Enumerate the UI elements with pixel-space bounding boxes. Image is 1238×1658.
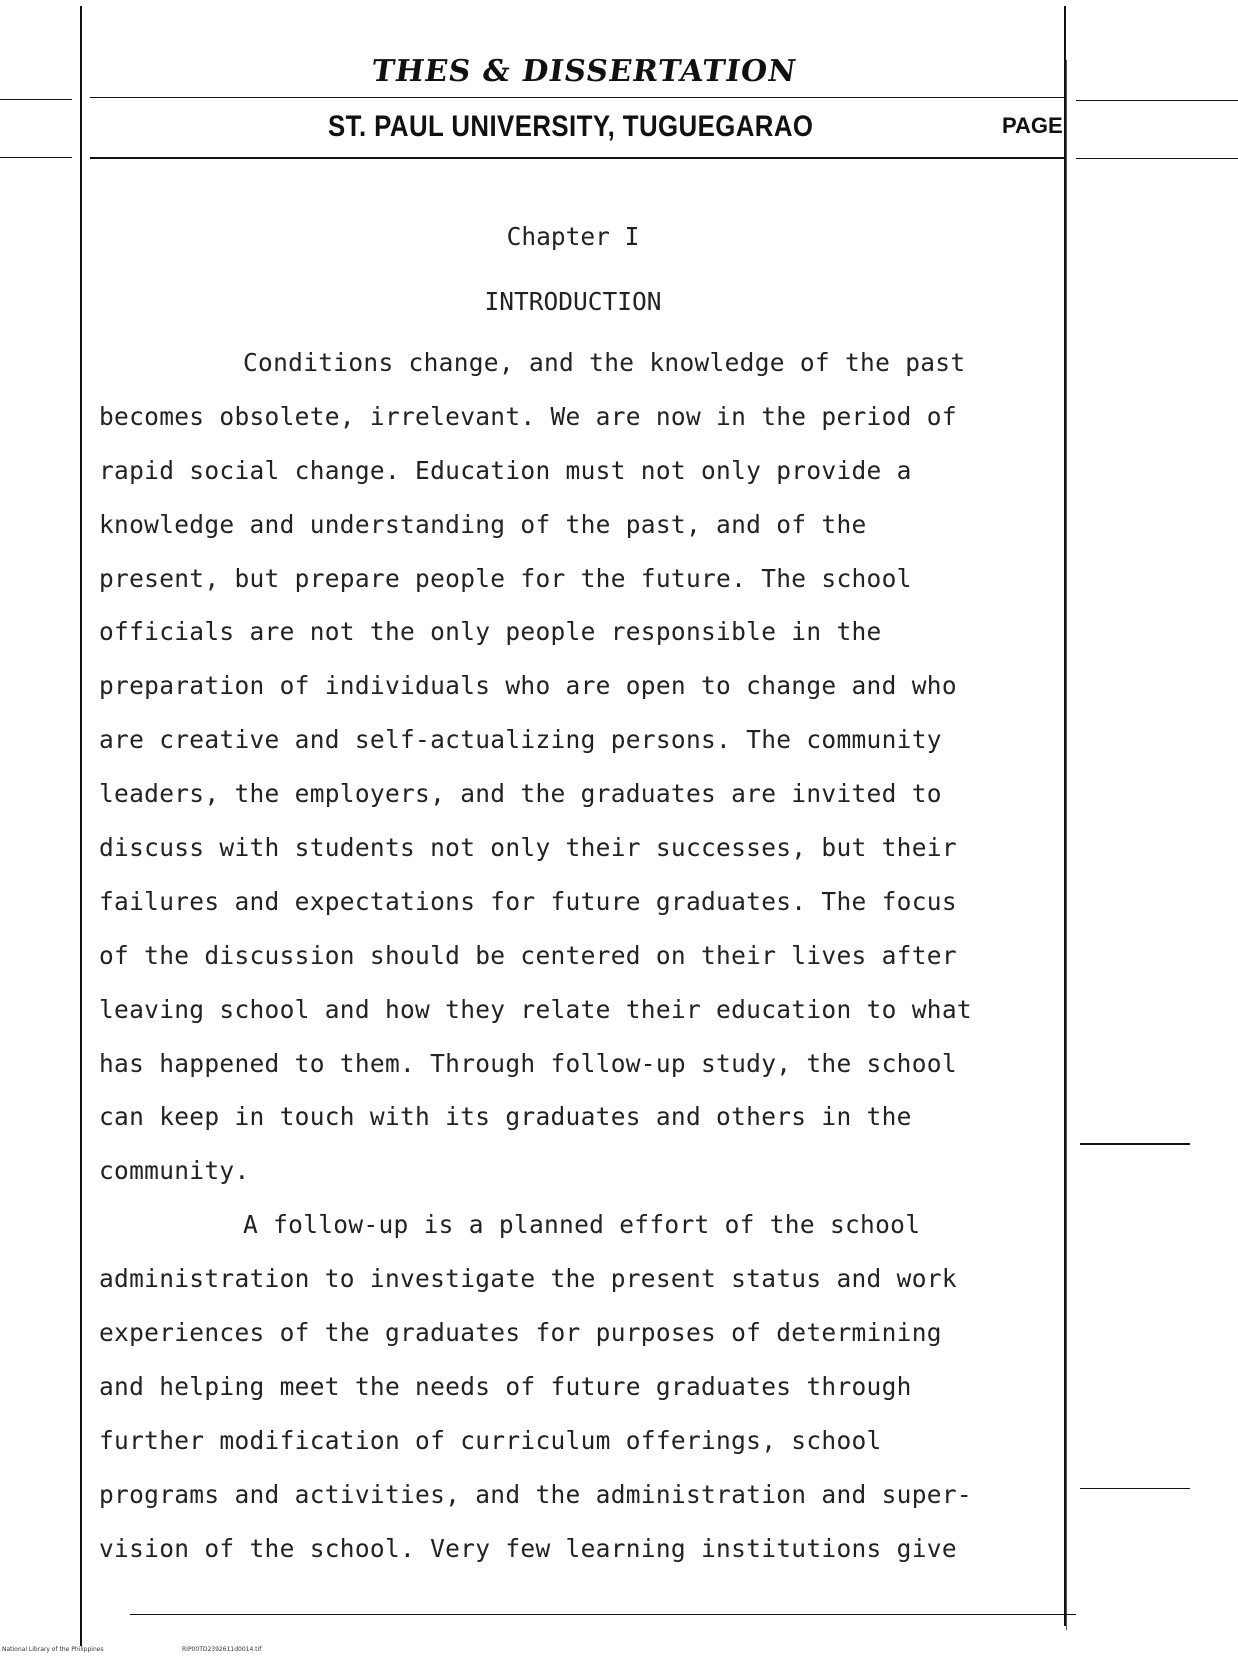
- footer-library: National Library of the Philippines: [2, 1646, 104, 1653]
- body-line: has happened to them. Through follow-up study, the school: [99, 1048, 957, 1078]
- left-margin-rule: [80, 6, 82, 1646]
- body-line: can keep in touch with its graduates and others in the: [99, 1102, 912, 1132]
- body-text: [99, 336, 1059, 1575]
- body-line: present, but prepare people for the future. The school: [99, 563, 912, 593]
- body-line: of the discussion should be centered on their lives after: [99, 940, 957, 970]
- body-line: are creative and self-actualizing persons. The community: [99, 725, 942, 755]
- body-line: leaving school and how they relate their education to what: [99, 994, 972, 1024]
- right-tick-lower: [1080, 1143, 1190, 1145]
- body-line: administration to investigate the present status and work: [99, 1264, 957, 1294]
- body-line: A follow-up is a planned effort of the school: [243, 1210, 921, 1240]
- body-line: rapid social change. Education must not only provide a: [99, 455, 912, 485]
- header-top-rule: [90, 97, 1065, 98]
- body-line: community.: [99, 1156, 250, 1186]
- body-line: experiences of the graduates for purposes of determining: [99, 1318, 942, 1348]
- body-line: discuss with students not only their successes, but their: [99, 833, 957, 863]
- right-tick-top: [1076, 100, 1238, 101]
- body-line: becomes obsolete, irrelevant. We are now in the period of: [99, 401, 957, 431]
- body-line: leaders, the employers, and the graduates are invited to: [99, 779, 942, 809]
- footer-file-id: RIP00TD2392611d0014.tif: [182, 1646, 262, 1653]
- body-line: and helping meet the needs of future graduates through: [99, 1371, 912, 1401]
- body-line: failures and expectations for future graduates. The focus: [99, 886, 957, 916]
- body-line: officials are not the only people responsible in the: [99, 617, 882, 647]
- university-heading: ST. PAUL UNIVERSITY, TUGUEGARAO: [328, 110, 814, 143]
- body-line: Conditions change, and the knowledge of the past: [243, 348, 966, 377]
- right-tick-bottom: [1080, 1488, 1190, 1489]
- chapter-title: INTRODUCTION: [484, 287, 662, 316]
- chapter-number: Chapter I: [506, 222, 640, 251]
- left-tick-mid: [0, 157, 72, 158]
- right-tick-mid: [1076, 158, 1238, 159]
- body-line: further modification of curriculum offerings, school: [99, 1425, 882, 1455]
- page-label: PAGE: [1002, 113, 1063, 138]
- header-bottom-rule: [90, 157, 1065, 159]
- body-line: vision of the school. Very few learning institutions give: [99, 1533, 957, 1563]
- body-line: knowledge and understanding of the past, and of the: [99, 509, 867, 539]
- body-line: preparation of individuals who are open to change and who: [99, 671, 957, 701]
- thesis-stamp: THES & DISSERTATION: [369, 54, 799, 89]
- footer-rule: [130, 1614, 1076, 1615]
- body-line: programs and activities, and the administration and super-: [99, 1479, 972, 1509]
- left-tick-top: [0, 99, 72, 100]
